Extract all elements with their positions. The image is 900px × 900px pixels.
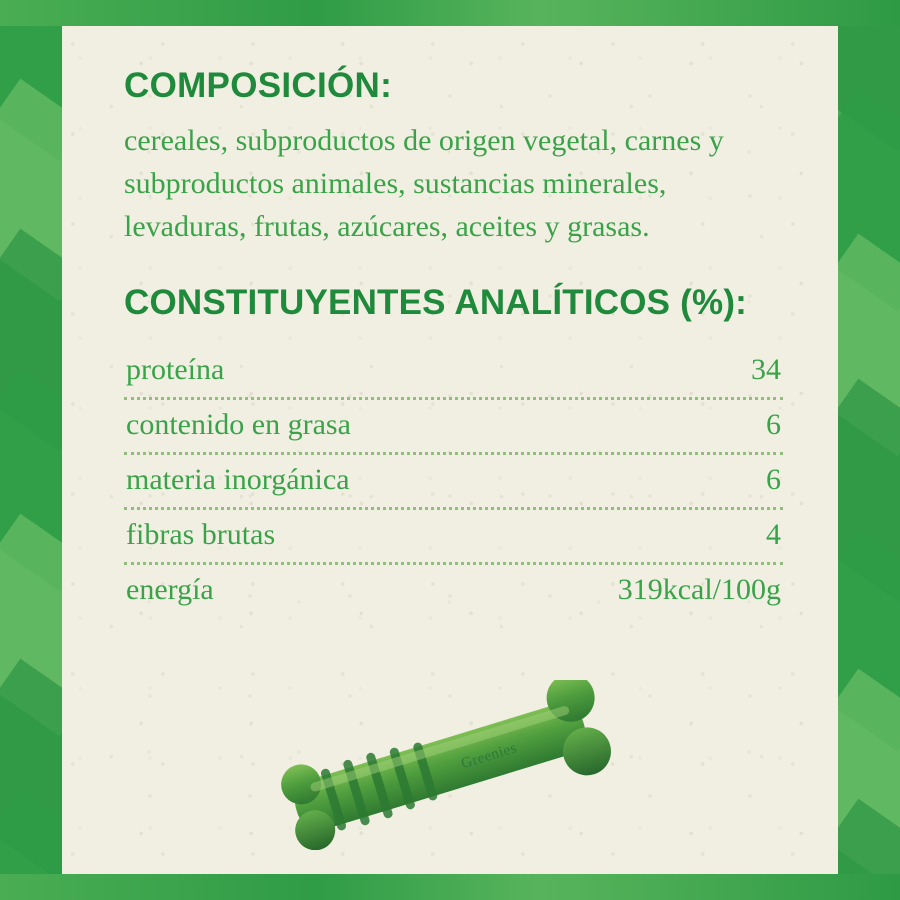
content-area xyxy=(124,66,783,617)
table-row xyxy=(124,400,783,455)
analytical-constituents-heading: CONSTITUYENTES ANALÍTICOS (%): xyxy=(124,282,748,322)
nutrient-value: 4 xyxy=(766,517,781,551)
decorative-bottom-strip xyxy=(0,874,900,900)
decorative-right-band xyxy=(838,0,900,900)
nutrient-value: 34 xyxy=(751,352,781,386)
nutrient-label: contenido en grasa xyxy=(126,407,351,441)
composition-text: cereales, subproductos de origen vegetal, carnes y subproductos animales, sustancias minerales, levaduras, frutas, azúcares, aceites y grasas. xyxy=(124,124,724,243)
product-image-area xyxy=(62,680,838,860)
chew-brand-text: Greenies xyxy=(459,740,519,773)
analytical-constituents-table xyxy=(124,345,783,617)
paper-card xyxy=(62,26,838,874)
decorative-left-band xyxy=(0,0,62,900)
table-row xyxy=(124,510,783,565)
nutrient-value: 319kcal/100g xyxy=(617,572,781,606)
nutrient-value: 6 xyxy=(766,462,781,496)
decorative-top-strip xyxy=(0,0,900,26)
dental-chew-illustration xyxy=(240,680,660,850)
table-row xyxy=(124,565,783,617)
nutrient-label: materia inorgánica xyxy=(126,462,350,496)
table-row xyxy=(124,345,783,400)
nutrient-label: fibras brutas xyxy=(126,517,276,551)
nutrient-label: proteína xyxy=(126,352,225,386)
nutrient-value: 6 xyxy=(766,407,781,441)
composition-heading: COMPOSICIÓN: xyxy=(124,66,393,105)
table-row xyxy=(124,455,783,510)
nutrient-label: energía xyxy=(126,572,214,606)
